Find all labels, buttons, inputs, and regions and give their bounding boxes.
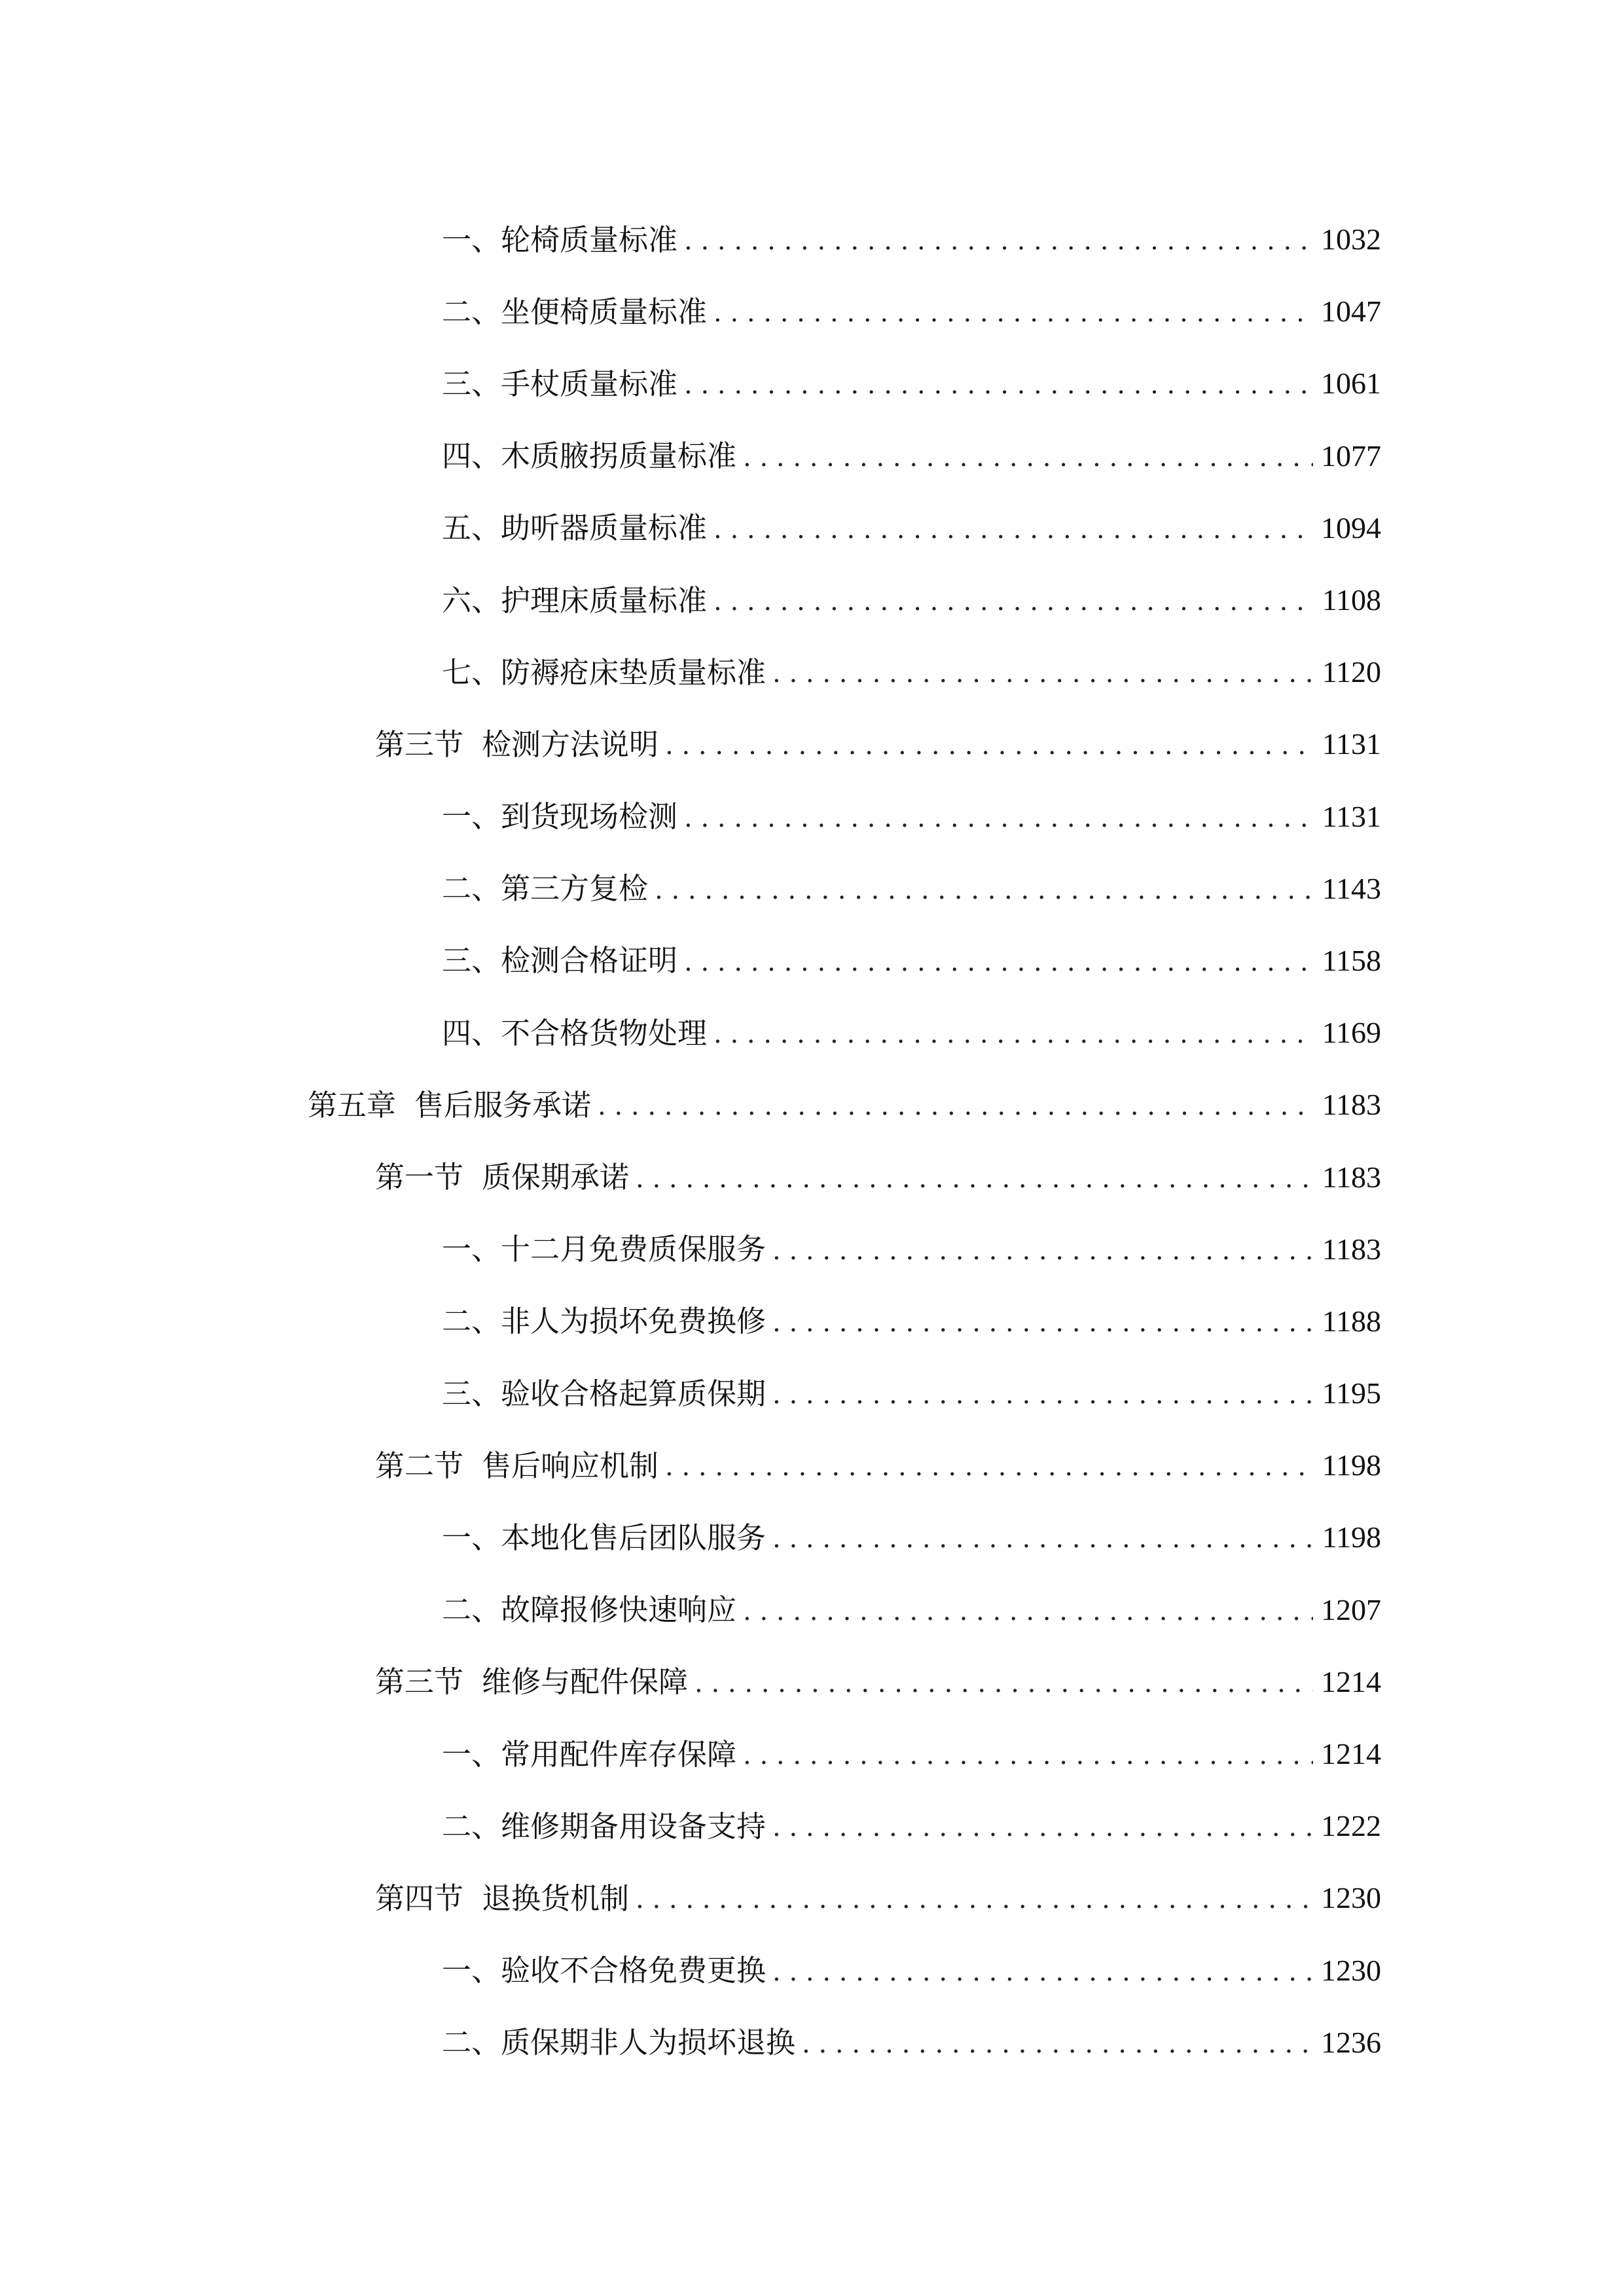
- dot-leader: [655, 877, 1314, 903]
- toc-entry-page: 1183: [1322, 1160, 1381, 1194]
- dot-leader: [713, 516, 1313, 543]
- dot-leader: [772, 660, 1314, 687]
- toc-entry[interactable]: [308, 1935, 1381, 2007]
- dot-leader: [684, 949, 1314, 975]
- toc-entry-number: 五、: [442, 511, 501, 546]
- toc-entry-title: 助听器质量标准: [501, 511, 708, 546]
- toc-entry-page: 1061: [1321, 367, 1381, 401]
- toc-entry-page: 1236: [1321, 2025, 1381, 2059]
- toc-entry-number: 第四节: [375, 1880, 464, 1916]
- toc-entry-title: 到货现场检测: [501, 799, 678, 834]
- dot-leader: [772, 1814, 1313, 1840]
- dot-leader: [713, 588, 1314, 615]
- toc-entry-page: 1131: [1322, 727, 1381, 761]
- toc-entry-page: 1158: [1322, 943, 1381, 977]
- dot-leader: [772, 1959, 1313, 1985]
- toc-entry-number: 二、: [442, 1304, 501, 1339]
- toc-entry-title: 验收不合格免费更换: [501, 1953, 767, 1988]
- toc-entry[interactable]: [308, 564, 1381, 636]
- toc-entry-number: 二、: [442, 871, 501, 906]
- table-of-contents: [308, 204, 1381, 2079]
- dot-leader: [684, 372, 1313, 398]
- toc-entry-page: 1230: [1321, 1953, 1381, 1987]
- toc-section-entry[interactable]: [308, 1141, 1381, 1213]
- toc-entry-page: 1195: [1322, 1376, 1381, 1410]
- toc-entry-page: 1143: [1322, 871, 1381, 905]
- toc-entry-number: 二、: [442, 294, 501, 329]
- toc-entry-page: 1230: [1321, 1881, 1381, 1915]
- toc-entry-title: 故障报修快速响应: [501, 1592, 737, 1628]
- toc-entry-number: 一、: [442, 1232, 501, 1267]
- toc-entry-number: 一、: [442, 799, 501, 834]
- toc-entry-title: 检测合格证明: [501, 943, 678, 978]
- toc-entry-number: 第一节: [375, 1160, 464, 1195]
- toc-entry-number: 三、: [442, 943, 501, 978]
- toc-entry[interactable]: [308, 1357, 1381, 1429]
- toc-entry[interactable]: [308, 636, 1381, 708]
- toc-entry-title: 手杖质量标准: [501, 366, 678, 401]
- toc-entry-number: 二、: [442, 1592, 501, 1628]
- toc-entry-number: 三、: [442, 366, 501, 401]
- toc-section-entry[interactable]: [308, 708, 1381, 780]
- toc-entry-title: 护理床质量标准: [501, 583, 708, 618]
- toc-entry-title: 常用配件库存保障: [501, 1736, 737, 1772]
- toc-entry-number: 六、: [442, 583, 501, 618]
- toc-entry-title: 检测方法说明: [482, 726, 659, 762]
- toc-entry-page: 1214: [1321, 1664, 1381, 1698]
- toc-entry-page: 1131: [1322, 799, 1381, 833]
- toc-entry-page: 1188: [1322, 1304, 1381, 1338]
- toc-chapter-entry[interactable]: [308, 1069, 1381, 1141]
- toc-entry-number: 第五章: [308, 1087, 397, 1122]
- dot-leader: [743, 1598, 1313, 1624]
- dot-leader: [713, 1021, 1314, 1047]
- toc-entry-page: 1183: [1322, 1232, 1381, 1266]
- toc-entry-title: 质保期非人为损坏退换: [501, 2025, 796, 2060]
- toc-entry[interactable]: [308, 420, 1381, 492]
- toc-entry-number: 第三节: [375, 1664, 464, 1700]
- dot-leader: [743, 1742, 1313, 1768]
- toc-section-entry[interactable]: [308, 1429, 1381, 1501]
- dot-leader: [772, 1238, 1314, 1264]
- toc-entry-page: 1108: [1322, 583, 1381, 617]
- toc-entry-page: 1207: [1321, 1592, 1381, 1626]
- toc-entry-page: 1169: [1322, 1016, 1381, 1050]
- toc-section-entry[interactable]: [308, 1646, 1381, 1718]
- toc-entry[interactable]: [308, 204, 1381, 276]
- toc-entry-number: 一、: [442, 1520, 501, 1555]
- toc-entry-number: 一、: [442, 222, 501, 257]
- toc-entry[interactable]: [308, 1213, 1381, 1285]
- dot-leader: [665, 1454, 1314, 1480]
- dot-leader: [684, 805, 1314, 831]
- toc-entry-page: 1222: [1321, 1809, 1381, 1843]
- dot-leader: [743, 444, 1313, 471]
- toc-entry-number: 一、: [442, 1953, 501, 1988]
- toc-entry[interactable]: [308, 1574, 1381, 1646]
- toc-entry-page: 1183: [1322, 1088, 1381, 1122]
- dot-leader: [713, 300, 1313, 326]
- toc-entry-title: 维修期备用设备支持: [501, 1808, 767, 1844]
- toc-entry-title: 本地化售后团队服务: [501, 1520, 767, 1555]
- toc-entry-title: 防褥疮床垫质量标准: [501, 655, 767, 690]
- toc-entry-page: 1214: [1321, 1737, 1381, 1771]
- toc-entry[interactable]: [308, 925, 1381, 997]
- toc-entry-title: 第三方复检: [501, 871, 649, 906]
- toc-entry-number: 二、: [442, 2025, 501, 2060]
- toc-entry-number: 四、: [442, 439, 501, 474]
- dot-leader: [772, 1526, 1314, 1552]
- dot-leader: [684, 228, 1313, 254]
- toc-entry[interactable]: [308, 2007, 1381, 2079]
- toc-entry[interactable]: [308, 348, 1381, 420]
- toc-entry-title: 轮椅质量标准: [501, 222, 678, 257]
- toc-entry-number: 第三节: [375, 726, 464, 762]
- toc-entry-page: 1198: [1322, 1520, 1381, 1554]
- toc-entry-page: 1032: [1321, 223, 1381, 257]
- dot-leader: [636, 1166, 1314, 1192]
- toc-entry[interactable]: [308, 1718, 1381, 1790]
- toc-entry-number: 七、: [442, 655, 501, 690]
- toc-entry-page: 1120: [1322, 655, 1381, 689]
- toc-entry-number: 第二节: [375, 1448, 464, 1483]
- dot-leader: [636, 1886, 1313, 1912]
- toc-entry[interactable]: [308, 276, 1381, 348]
- toc-entry-title: 质保期承诺: [482, 1160, 630, 1195]
- dot-leader: [695, 1670, 1313, 1696]
- toc-entry-title: 非人为损坏免费换修: [501, 1304, 767, 1339]
- dot-leader: [802, 2031, 1313, 2057]
- toc-entry-title: 维修与配件保障: [482, 1664, 689, 1700]
- toc-entry-title: 验收合格起算质保期: [501, 1376, 767, 1411]
- dot-leader: [772, 1310, 1314, 1336]
- toc-entry-page: 1077: [1321, 439, 1381, 473]
- toc-entry[interactable]: [308, 997, 1381, 1069]
- toc-entry-title: 不合格货物处理: [501, 1015, 708, 1050]
- toc-section-entry[interactable]: [308, 1862, 1381, 1934]
- toc-entry-title: 坐便椅质量标准: [501, 294, 708, 329]
- toc-entry-title: 售后服务承诺: [414, 1087, 592, 1122]
- dot-leader: [665, 732, 1314, 759]
- toc-entry-title: 木质腋拐质量标准: [501, 439, 737, 474]
- toc-entry-number: 四、: [442, 1015, 501, 1050]
- toc-entry[interactable]: [308, 1285, 1381, 1357]
- toc-entry-page: 1198: [1322, 1448, 1381, 1482]
- toc-entry-page: 1047: [1321, 295, 1381, 329]
- toc-entry-title: 十二月免费质保服务: [501, 1232, 767, 1267]
- toc-entry[interactable]: [308, 853, 1381, 925]
- toc-entry-number: 三、: [442, 1376, 501, 1411]
- toc-entry-title: 售后响应机制: [482, 1448, 659, 1483]
- toc-entry-page: 1094: [1321, 511, 1381, 545]
- toc-entry[interactable]: [308, 492, 1381, 564]
- toc-entry[interactable]: [308, 1790, 1381, 1862]
- toc-entry[interactable]: [308, 781, 1381, 853]
- toc-entry-number: 二、: [442, 1808, 501, 1844]
- toc-entry-number: 一、: [442, 1736, 501, 1772]
- dot-leader: [598, 1093, 1314, 1119]
- toc-entry-title: 退换货机制: [482, 1880, 630, 1916]
- dot-leader: [772, 1382, 1314, 1408]
- toc-entry[interactable]: [308, 1501, 1381, 1573]
